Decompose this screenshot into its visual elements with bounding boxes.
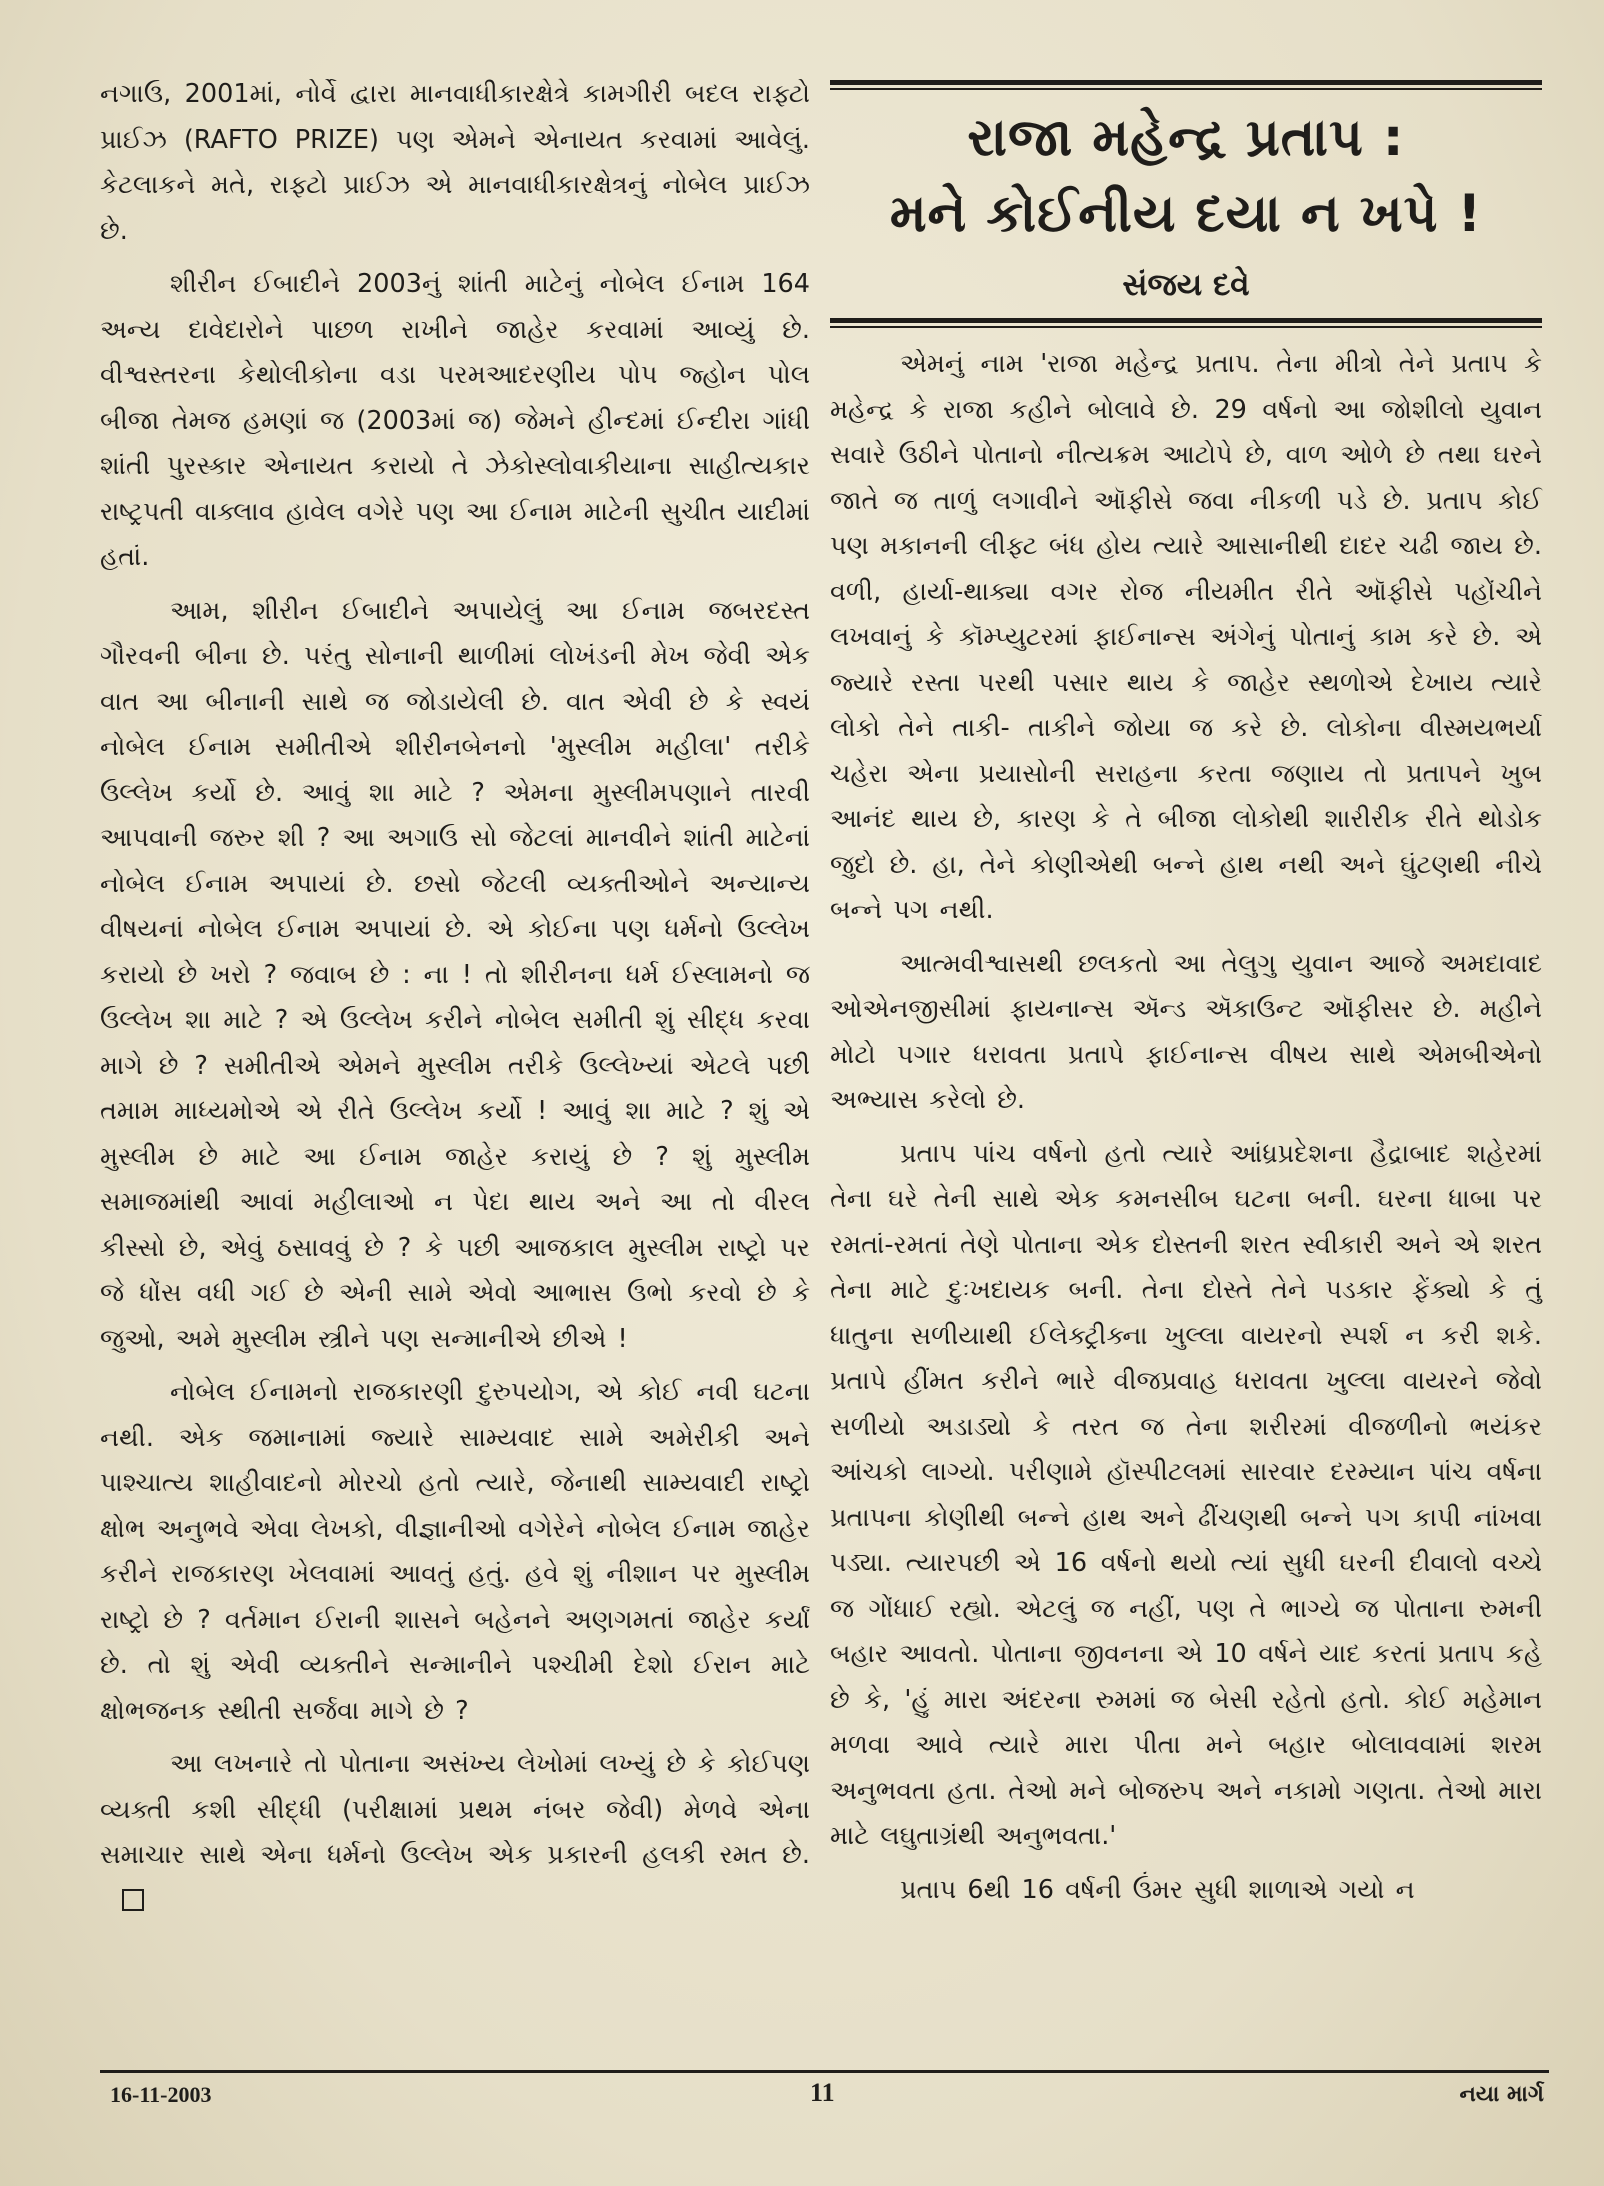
issue-date: 16-11-2003 xyxy=(110,2082,212,2107)
left-paragraph-2: શીરીન ઈબાદીને 2003નું શાંતી માટેનું નોબેલ ઈનામ 164 અન્ય દાવેદારોને પાછળ રાખીને જાહેર કરવામાં આવ્યું છે. વીશ્વસ્તરના કેથોલીકોના વડા પરમઆદરણીય પોપ જ્હોન પોલ બીજા તેમજ હમણાં જ (2003માં જ) જેમને હીન્દમાં ઈન્દીરા ગાંધી શાંતી પુરસ્કાર એનાયત કરાયો તે ઝેકોસ્લોવાકીયાના સાહીત્યકાર રાષ્ટ્રપતી વાક્લાવ હાવેલ વગેરે પણ આ ઈનામ માટેની સુચીત યાદીમાં હતાં. xyxy=(100,269,810,572)
end-of-article-square-icon xyxy=(122,1889,144,1911)
article-author: સંજય દવે xyxy=(1122,267,1250,303)
magazine-name: નયા માર્ગ xyxy=(1459,2082,1544,2107)
footer-rule xyxy=(100,2070,1549,2073)
left-paragraph-1: નગાઉ, 2001માં, નોર્વે દ્વારા માનવાધીકારક્ષેત્રે કામગીરી બદલ રાફ્ટો પ્રાઈઝ (RAFTO PRIZE) પણ એમને એનાયત કરવામાં આવેલું. કેટલાકને મતે, રાફ્ટો પ્રાઈઝ એ માનવાધીકારક્ષેત્રનું નોબેલ પ્રાઈઝ છે. xyxy=(100,79,810,246)
title-top-rule xyxy=(830,80,1542,85)
left-paragraph-4: નોબેલ ઈનામનો રાજકારણી દુરુપયોગ, એ કોઈ નવી ઘટના નથી. એક જમાનામાં જ્યારે સામ્યવાદ સામે અમેરીકી અને પાશ્ચાત્ય શાહીવાદનો મોરચો હતો ત્યારે, જેનાથી સામ્યવાદી રાષ્ટ્રો ક્ષોભ અનુભવે એવા લેખકો, વીજ્ઞાનીઓ વગેરેને નોબેલ ઈનામ જાહેર કરીને રાજકારણ ખેલવામાં આવતું હતું. હવે શું નીશાન પર મુસ્લીમ રાષ્ટ્રો છે ? વર્તમાન ઈરાની શાસને બહેનને અણગમતાં જાહેર કર્યાં છે. તો શું એવી વ્યક્તીને સન્માનીને પશ્ચીમી દેશો ઈરાન માટે ક્ષોભજનક સ્થીતી સર્જવા માગે છે ? xyxy=(100,1377,810,1726)
article-title-line-2: મને કોઈનીય દયા ન ખપે ! xyxy=(889,184,1483,244)
left-paragraph-3: આમ, શીરીન ઈબાદીને અપાયેલું આ ઈનામ જબરદસ્ત ગૌરવની બીના છે. પરંતુ સોનાની થાળીમાં લોખંડની મેખ જેવી એક વાત આ બીનાની સાથે જ જોડાયેલી છે. વાત એવી છે કે સ્વયં નોબેલ ઈનામ સમીતીએ શીરીનબેનનો 'મુસ્લીમ મહીલા' તરીકે ઉલ્લેખ કર્યો છે. આવું શા માટે ? એમના મુસ્લીમપણાને તારવી આપવાની જરુર શી ? આ અગાઉ સો જેટલાં માનવીને શાંતી માટેનાં નોબેલ ઈનામ અપાયાં છે. છસો જેટલી વ્યક્તીઓને અન્યાન્ય વીષયનાં નોબેલ ઈનામ અપાયાં છે. એ કોઈના પણ ધર્મનો ઉલ્લેખ કરાયો છે ખરો ? જવાબ છે : ના ! તો શીરીનના ધર્મ ઈસ્લામનો જ ઉલ્લેખ શા માટે ? એ ઉલ્લેખ કરીને નોબેલ સમીતી શું સીદ્ધ કરવા માગે છે ? સમીતીએ એમને મુસ્લીમ તરીકે ઉલ્લેખ્યાં એટલે પછી તમામ માધ્યમોએ એ રીતે ઉલ્લેખ કર્યો ! આવું શા માટે ? શું એ મુસ્લીમ છે માટે આ ઈનામ જાહેર કરાયું છે ? શું મુસ્લીમ સમાજમાંથી આવાં મહીલાઓ ન પેદા થાય અને આ તો વીરલ કીસ્સો છે, એવું ઠસાવવું છે ? કે પછી આજકાલ મુસ્લીમ રાષ્ટ્રો પર જે ધોંસ વધી ગઈ છે એની સામે એવો આભાસ ઉભો કરવો છે કે જુઓ, અમે મુસ્લીમ સ્ત્રીને પણ સન્માનીએ છીએ ! xyxy=(100,595,810,1354)
title-bottom-rule xyxy=(830,318,1542,323)
article-title-line-1: રાજા મહેન્દ્ર પ્રતાપ : xyxy=(967,108,1405,168)
left-paragraph-5 xyxy=(100,1742,810,1924)
page-number: 11 xyxy=(810,2078,835,2107)
title-bottom-rule-thin xyxy=(830,326,1542,328)
left-column xyxy=(100,72,810,1932)
article-column xyxy=(830,80,1542,1921)
article-paragraph-4: પ્રતાપ 6થી 16 વર્ષની ઉંમર સુધી શાળાએ ગયો ન xyxy=(900,1874,1415,1905)
article-paragraph-3: પ્રતાપ પાંચ વર્ષનો હતો ત્યારે આંધ્રપ્રદેશના હૈદ્રાબાદ શહેરમાં તેના ઘરે તેની સાથે એક કમનસીબ ઘટના બની. ઘરના ધાબા પર રમતાં-રમતાં તેણે પોતાના એક દોસ્તની શરત સ્વીકારી અને એ શરત તેના માટે દુઃખદાયક બની. તેના દોસ્તે તેને પડકાર ફેંક્યો કે તું ધાતુના સળીયાથી ઈલેક્ટ્રીક્ના ખુલ્લા વાયરનો સ્પર્શ ન કરી શકે. પ્રતાપે હીંમત કરીને ભારે વીજપ્રવાહ ધરાવતા ખુલ્લા વાયરને જેવો સળીયો અડાડ્યો કે તરત જ તેના શરીરમાં વીજળીનો ભયંકર આંચકો લાગ્યો. પરીણામે હૉસ્પીટલમાં સારવાર દરમ્યાન પાંચ વર્ષના પ્રતાપના કોણીથી બન્ને હાથ અને ઢીંચણથી બન્ને પગ કાપી નાંખવા પડ્યા. ત્યારપછી એ 16 વર્ષનો થયો ત્યાં સુધી ઘરની દીવાલો વચ્ચે જ ગોંધાઈ રહ્યો. એટલું જ નહીં, પણ તે ભાગ્યે જ પોતાના રુમની બહાર આવતો. પોતાના જીવનના એ 10 વર્ષને યાદ કરતાં પ્રતાપ કહે છે કે, 'હું મારા અંદરના રુમમાં જ બેસી રહેતો હતો. કોઈ મહેમાન મળવા આવે ત્યારે મારા પીતા મને બહાર બોલાવવામાં શરમ અનુભવતા હતા. તેઓ મને બોજરુપ અને નકામો ગણતા. તેઓ મારા માટે લઘુતાગ્રંથી અનુભવતા.' xyxy=(830,1138,1542,1851)
left-paragraph-5-text: આ લખનારે તો પોતાના અસંખ્ય લેખોમાં લખ્યું છે કે કોઈપણ વ્યક્તી કશી સીદ્ધી (પરીક્ષામાં પ્રથમ નંબર જેવી) મેળવે એના સમાચાર સાથે એના ધર્મનો ઉલ્લેખ એક પ્રકારની હલકી રમત છે. xyxy=(100,1749,810,1870)
article-paragraph-1: એમનું નામ 'રાજા મહેન્દ્ર પ્રતાપ. તેના મીત્રો તેને પ્રતાપ કે મહેન્દ્ર કે રાજા કહીને બોલાવે છે. 29 વર્ષનો આ જોશીલો યુવાન સવારે ઉઠીને પોતાનો નીત્યક્રમ આટોપે છે, વાળ ઓળે છે તથા ઘરને જાતે જ તાળું લગાવીને ઑફીસે જવા નીકળી પડે છે. પ્રતાપ કોઈ પણ મકાનની લીફ્ટ બંધ હોય ત્યારે આસાનીથી દાદર ચઢી જાય છે. વળી, હાર્યા-થાક્યા વગર રોજ નીયમીત રીતે ઑફીસે પહોંચીને લખવાનું કે કૉમ્પ્યુટરમાં ફાઈનાન્સ અંગેનું પોતાનું કામ કરે છે. એ જ્યારે રસ્તા પરથી પસાર થાય કે જાહેર સ્થળોએ દેખાય ત્યારે લોકો તેને તાકી- તાકીને જોયા જ કરે છે. લોકોના વીસ્મયભર્યા ચહેરા એના પ્રયાસોની સરાહના કરતા જણાય તો પ્રતાપને ખુબ આનંદ થાય છે, કારણ કે તે બીજા લોકોથી શારીરીક રીતે થોડોક જુદો છે. હા, તેને કોણીએથી બન્ને હાથ નથી અને ઘુંટણથી નીચે બન્ને પગ નથી. xyxy=(830,349,1542,925)
title-top-rule-thin xyxy=(830,88,1542,90)
article-title xyxy=(830,100,1542,312)
article-paragraph-2: આત્મવીશ્વાસથી છલકતો આ તેલુગુ યુવાન આજે અમદાવાદ ઓએનજીસીમાં ફાયનાન્સ ઍન્ડ ઍકાઉન્ટ ઑફીસર છે. મહીને મોટો પગાર ધરાવતા પ્રતાપે ફાઈનાન્સ વીષય સાથે એમબીએનો અભ્યાસ કરેલો છે. xyxy=(830,948,1542,1115)
